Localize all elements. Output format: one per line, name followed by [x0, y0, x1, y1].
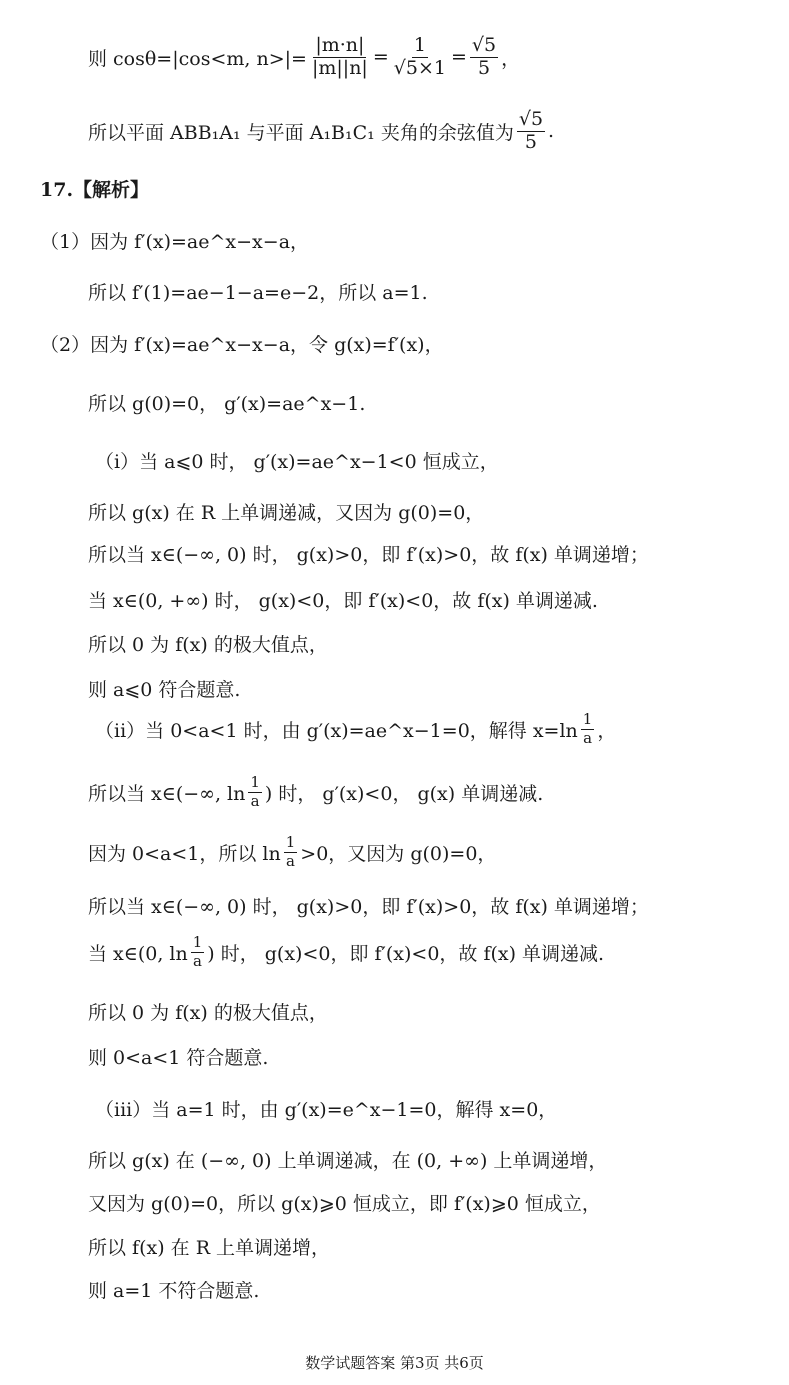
fraction-denominator: 5 — [524, 130, 537, 153]
solution-line: 所以当 x∈(−∞, 0) 时， g(x)>0，即 f′(x)>0，故 f(x) 单调递增； — [88, 544, 649, 566]
part-2-line: （2）因为 f′(x)=ae^x−x−a，令 g(x)=f′(x)， — [40, 334, 444, 356]
part-1-line: （1）因为 f′(x)=ae^x−x−a， — [40, 231, 310, 253]
solution-line: 又因为 g(0)=0，所以 g(x)⩾0 恒成立，即 f′(x)⩾0 恒成立， — [88, 1193, 601, 1215]
equals-sign: = — [372, 46, 389, 69]
solution-line: 所以 f(x) 在 R 上单调递增， — [88, 1237, 331, 1259]
page-footer: 数学试题答案 第3页 共6页 — [305, 1354, 484, 1372]
equation-suffix: ， — [501, 47, 521, 70]
equation-prefix: 则 cosθ=|cos<m, n>|= — [88, 47, 307, 70]
fraction-denominator: 5 — [477, 56, 491, 79]
solution-line: 所以 g(x) 在 R 上单调递减，又因为 g(0)=0， — [88, 502, 485, 524]
solution-line: 则 a⩽0 符合题意. — [88, 679, 241, 701]
fraction-numerator: √5 — [471, 34, 497, 56]
solution-line: 所以 0 为 f(x) 的极大值点， — [88, 634, 328, 656]
solution-line: 所以 g(x) 在 (−∞, 0) 上单调递减，在 (0, +∞) 上单调递增， — [88, 1150, 608, 1172]
conclusion-text: 所以平面 ABB₁A₁ 与平面 A₁B₁C₁ 夹角的余弦值为 — [88, 121, 514, 144]
solution-line: 因为 0<a<1，所以 ln $\frac{1}{a}$ >0，又因为 g(0)=0， — [88, 833, 497, 870]
conclusion-suffix: . — [548, 120, 555, 143]
solution-line: 当 x∈(0, ln $\frac{1}{a}$ ) 时， g(x)<0，即 f′(x)<0，故 f(x) 单调递减. — [88, 933, 605, 970]
fraction-numerator: √5 — [518, 108, 544, 130]
case-iii-line: （iii）当 a=1 时，由 g′(x)=e^x−1=0，解得 x=0， — [95, 1099, 558, 1121]
fraction-1-over-a: $\frac{1}{a}$ — [582, 710, 593, 747]
solution-line: 则 a=1 不符合题意. — [88, 1280, 260, 1302]
case-i-line: （i）当 a⩽0 时， g′(x)=ae^x−1<0 恒成立， — [95, 451, 499, 473]
fraction-numerator: |m·n| — [315, 34, 365, 56]
solution-line: 所以当 x∈(−∞, ln $\frac{1}{a}$ ) 时， g′(x)<0， g(x) 单调递减. — [88, 773, 544, 810]
problem-17-heading: 17.【解析】 — [40, 179, 150, 201]
equals-sign: = — [450, 46, 467, 69]
fraction-denominator: |m||n| — [311, 56, 368, 79]
fraction-root5-over-5 — [470, 36, 498, 79]
solution-line: 所以当 x∈(−∞, 0) 时， g(x)>0，即 f′(x)>0，故 f(x) 单调递增； — [88, 896, 649, 918]
fraction-root5-over-5 — [517, 110, 545, 153]
fraction-numerator: 1 — [413, 34, 426, 56]
fraction-denominator: √5×1 — [393, 56, 446, 79]
solution-line: 所以 0 为 f(x) 的极大值点， — [88, 1002, 328, 1024]
fraction-one-over-root5 — [392, 36, 448, 79]
solution-line: 所以 g(0)=0， g′(x)=ae^x−1. — [88, 393, 366, 415]
case-ii-line: （ii）当 0<a<1 时，由 g′(x)=ae^x−1=0，解得 x=ln $\frac{1}{a}$ ， — [95, 710, 617, 747]
fraction-1-over-a: $\frac{1}{a}$ — [192, 933, 203, 970]
solution-line: 则 0<a<1 符合题意. — [88, 1047, 269, 1069]
cosine-equation-line — [88, 36, 520, 79]
fraction-1-over-a: $\frac{1}{a}$ — [285, 833, 296, 870]
conclusion-line — [88, 110, 554, 153]
solution-line: 当 x∈(0, +∞) 时， g(x)<0，即 f′(x)<0，故 f(x) 单调递减. — [88, 590, 598, 612]
fraction-1-over-a: $\frac{1}{a}$ — [250, 773, 260, 810]
solution-line: 所以 f′(1)=ae−1−a=e−2，所以 a=1. — [88, 282, 428, 304]
fraction-dot-product — [310, 36, 370, 79]
